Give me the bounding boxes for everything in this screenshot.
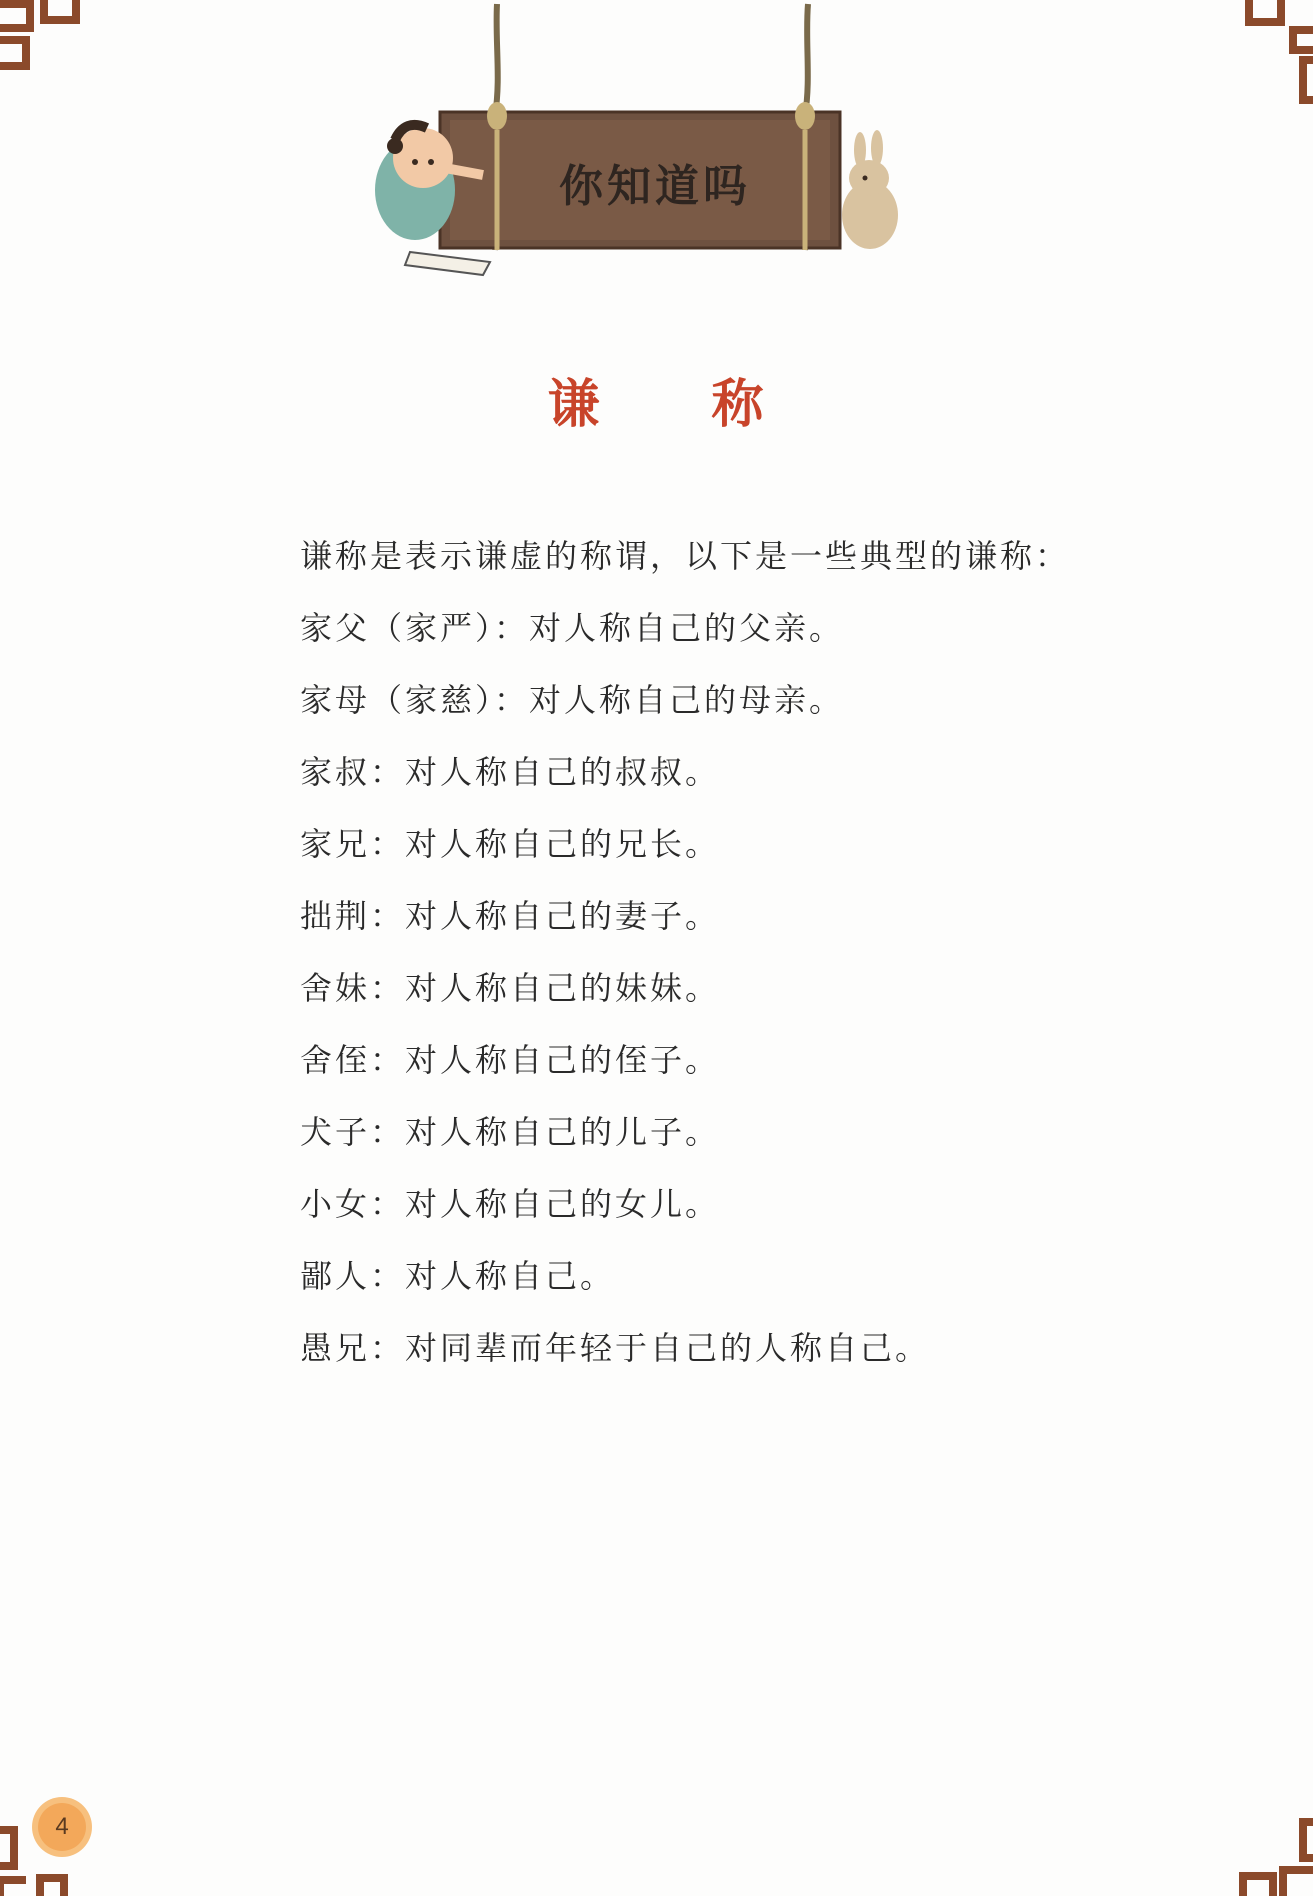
corner-ornament-top-left xyxy=(0,0,90,80)
term-line: 家叔：对人称自己的叔叔。 xyxy=(300,753,721,791)
term-line: 舍妹：对人称自己的妹妹。 xyxy=(300,969,721,1007)
content-body xyxy=(300,528,1200,1392)
term-line: 家兄：对人称自己的兄长。 xyxy=(300,825,721,863)
term-line: 鄙人：对人称自己。 xyxy=(300,1257,616,1295)
corner-ornament-bottom-right xyxy=(1233,1810,1313,1896)
page-number-badge xyxy=(30,1795,94,1859)
term-line: 家父（家严）：对人称自己的父亲。 xyxy=(300,609,845,647)
rabbit-character xyxy=(842,130,898,249)
page-title xyxy=(0,362,1313,437)
header-illustration xyxy=(355,0,915,290)
term-line: 小女：对人称自己的女儿。 xyxy=(300,1185,721,1223)
hanging-sign xyxy=(355,0,915,290)
intro-paragraph: 谦称是表示谦虚的称谓，以下是一些典型的谦称： xyxy=(300,537,1071,575)
page-number: 4 xyxy=(55,1813,69,1840)
term-line: 拙荆：对人称自己的妻子。 xyxy=(300,897,721,935)
corner-ornament-top-right xyxy=(1233,0,1313,120)
term-line: 舍侄：对人称自己的侄子。 xyxy=(300,1041,721,1079)
term-line: 愚兄：对同辈而年轻于自己的人称自己。 xyxy=(300,1329,931,1367)
title-char-1: 谦 xyxy=(547,374,602,435)
sign-text: 你知道吗 xyxy=(559,161,751,212)
term-line: 犬子：对人称自己的儿子。 xyxy=(300,1113,721,1151)
term-line: 家母（家慈）：对人称自己的母亲。 xyxy=(300,681,845,719)
title-char-2: 称 xyxy=(711,374,766,435)
